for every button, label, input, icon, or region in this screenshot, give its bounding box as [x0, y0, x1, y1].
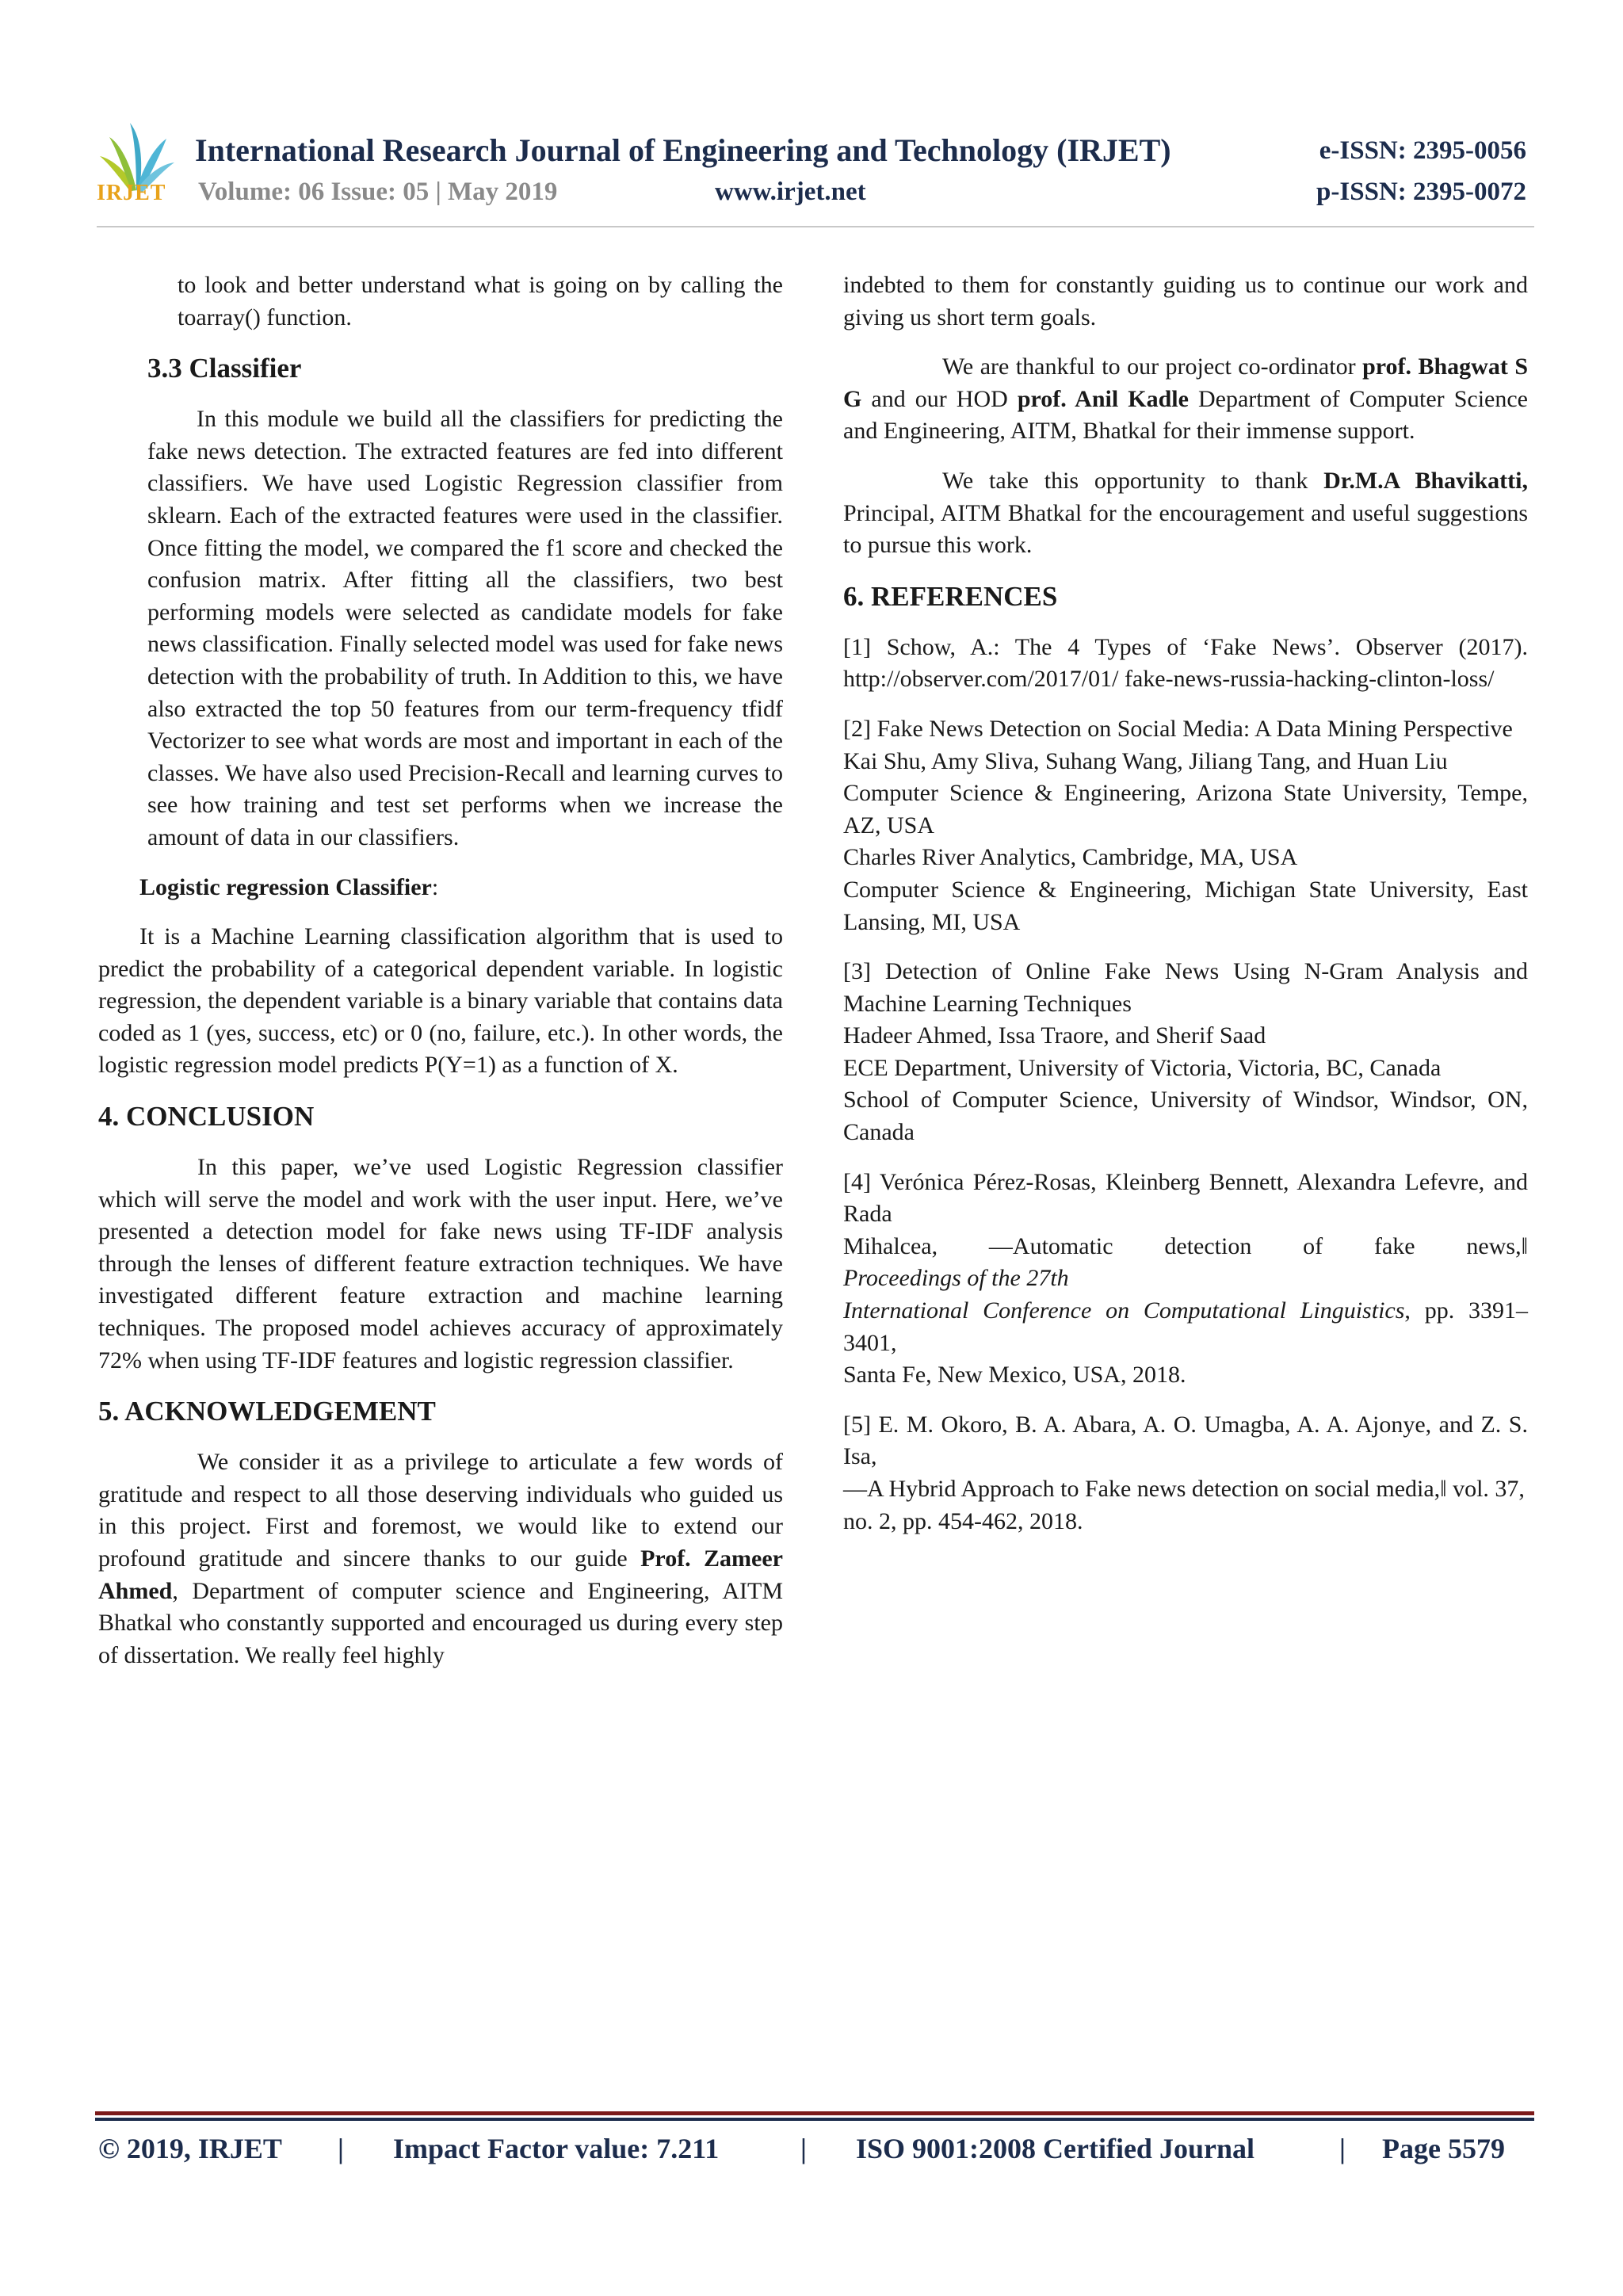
right-column	[843, 269, 1528, 1538]
reference-2-affil-3: Computer Science & Engineering, Michigan State University, East Lansing, MI, USA	[843, 876, 1528, 935]
thanks-text-b: and our HOD	[861, 385, 1018, 412]
reference-5-volume: no. 2, pp. 454-462, 2018.	[843, 1507, 1083, 1534]
intro-paragraph: to look and better understand what is going on by calling the toarray() function.	[178, 272, 783, 330]
ack-continued-paragraph: indebted to them for constantly guiding us to continue our work and giving us short term goals.	[843, 272, 1528, 330]
journal-title: International Research Journal of Engineering and Technology (IRJET)	[195, 132, 1171, 168]
footer-separator-2: |	[800, 2133, 807, 2164]
principal-name: Dr.M.A Bhavikatti,	[1323, 467, 1528, 494]
opportunity-paragraph	[843, 465, 1528, 562]
reference-2-title: [2] Fake News Detection on Social Media: A Data Mining Perspective	[843, 715, 1513, 742]
opp-text-a: We take this opportunity to thank	[942, 467, 1324, 494]
ack-text-a: We consider it as a privilege to articulate a few words of gratitude and respect to all those deserving individuals who guided us in this project. First and foremost, we would like to extend our profound gratitude and sincere thanks to our guide	[98, 1449, 783, 1572]
ack-text-b: , Department of computer science and Engineering, AITM Bhatkal who constantly supported and encouraged us during every step of dissertation. We really feel highly	[98, 1577, 783, 1668]
section-6-title: 6. REFERENCES	[843, 580, 1058, 612]
reference-2-affil-2: Charles River Analytics, Cambridge, MA, USA	[843, 844, 1298, 871]
header-divider	[97, 226, 1534, 227]
footer-separator-1: |	[338, 2133, 344, 2164]
reference-3-affil-2: School of Computer Science, University of Windsor, Windsor, ON, Canada	[843, 1087, 1528, 1146]
hod-name: prof. Anil Kadle	[1017, 385, 1189, 412]
reference-3-title: [3] Detection of Online Fake News Using N-Gram Analysis and Machine Learning Techniques	[843, 958, 1528, 1017]
reference-4-conference	[843, 1295, 1528, 1359]
references-list	[843, 632, 1528, 1538]
reference-5-authors: [5] E. M. Okoro, B. A. Abara, A. O. Umagba, A. A. Ajonye, and Z. S. Isa,	[843, 1411, 1528, 1470]
section-5-title: 5. ACKNOWLEDGEMENT	[98, 1396, 436, 1427]
opp-text-b: Principal, AITM Bhatkal for the encouragement and useful suggestions to pursue this work.	[843, 499, 1528, 559]
thanks-text-c: Department of Computer Science and Engineering, AITM, Bhatkal for their immense support.	[843, 385, 1528, 445]
section-4-title: 4. CONCLUSION	[98, 1101, 315, 1133]
reference-4-title: Mihalcea, —Automatic detection of fake news,‖	[843, 1232, 1528, 1259]
reference-4-conference-name: International Conference on Computational Linguistics	[843, 1297, 1405, 1324]
reference-2-authors: Kai Shu, Amy Sliva, Suhang Wang, Jiliang Tang, and Huan Liu	[843, 747, 1448, 774]
reference-5-title: —A Hybrid Approach to Fake news detection on social media,‖ vol. 37,	[843, 1476, 1525, 1502]
footer-copyright: © 2019, IRJET	[98, 2133, 282, 2164]
lr-heading-text: Logistic regression Classifier	[139, 873, 432, 900]
classifier-paragraph: In this module we build all the classifiers for predicting the fake news detection. The extracted features are fed into different classifiers. We have used Logistic Regression classifier from sklearn. Each of the extracted features were used in the classifier. Once fitting the model, we compared the f1 score and checked the confusion matrix. After fitting all the classifiers, two best performing models were selected as candidate models for fake news classification. Finally selected model was used for fake news detection with the probability of truth. In Addition to this, we have also extracted the top 50 features from our term-frequency tfidf Vectorizer to see what words are most and important in each of the classes. We have also used Precision-Recall and learning curves to see how training and test set performs when we increase the amount of data in our classifiers.	[147, 406, 783, 850]
reference-3-authors: Hadeer Ahmed, Issa Traore, and Sherif Saad	[843, 1022, 1266, 1049]
footer-impact-factor: Impact Factor value: 7.211	[393, 2133, 720, 2164]
lr-heading	[98, 872, 783, 904]
lr-heading-colon: :	[431, 873, 439, 900]
reference-4-pages: , pp. 3391–3401,	[843, 1297, 1528, 1356]
footer-rule-maroon	[95, 2111, 1534, 2115]
left-column	[98, 269, 783, 1671]
volume-issue: Volume: 06 Issue: 05 | May 2019	[198, 178, 558, 206]
e-issn: e-ISSN: 2395-0056	[1319, 136, 1526, 165]
logo-text: IRJET	[97, 181, 166, 205]
reference-4-proceedings-text: Proceedings of the 27th	[843, 1265, 1069, 1292]
coordinator-name: prof. Bhagwat S G	[843, 353, 1528, 412]
footer-separator-3: |	[1339, 2133, 1346, 2164]
website-link[interactable]: www.irjet.net	[715, 178, 866, 206]
reference-4-location: Santa Fe, New Mexico, USA, 2018.	[843, 1362, 1186, 1389]
thanks-paragraph	[843, 351, 1528, 448]
lr-paragraph: It is a Machine Learning classification algorithm that is used to predict the probability of a categorical dependent variable. In logistic regression, the dependent variable is a binary variable that contains data coded as 1 (yes, success, etc) or 0 (no, failure, etc.). In other words, the logistic regression model predicts P(Y=1) as a function of X.	[98, 923, 783, 1079]
footer-iso: ISO 9001:2008 Certified Journal	[856, 2133, 1254, 2164]
acknowledgement-paragraph	[98, 1446, 783, 1671]
footer-page-number: Page 5579	[1382, 2133, 1505, 2164]
reference-2-affil-1: Computer Science & Engineering, Arizona State University, Tempe, AZ, USA	[843, 780, 1528, 839]
reference-1: [1] Schow, A.: The 4 Types of ‘Fake News’. Observer (2017). http://observer.com/2017/01/ fake-news-russia-hacking-clinton-loss/	[843, 633, 1528, 693]
reference-4-proceedings	[843, 1263, 1528, 1295]
reference-4-authors: [4] Verónica Pérez-Rosas, Kleinberg Bennett, Alexandra Lefevre, and Rada	[843, 1168, 1528, 1228]
section-3-3-title: 3.3 Classifier	[147, 353, 302, 384]
ack-guide-name: Prof. Zameer Ahmed	[98, 1545, 783, 1604]
footer-rule-navy	[95, 2118, 1534, 2121]
reference-3-affil-1: ECE Department, University of Victoria, Victoria, BC, Canada	[843, 1054, 1442, 1081]
p-issn: p-ISSN: 2395-0072	[1316, 178, 1526, 206]
thanks-text-a: We are thankful to our project co-ordinator	[942, 353, 1363, 380]
conclusion-paragraph: In this paper, we’ve used Logistic Regression classifier which will serve the model and work with the user input. Here, we’ve presented a detection model for fake news using TF-IDF analysis through the lenses of different feature extraction techniques. We have investigated different feature extraction and machine learning techniques. The proposed model achieves accuracy of approximately 72% when using TF-IDF features and logistic regression classifier.	[98, 1154, 783, 1373]
